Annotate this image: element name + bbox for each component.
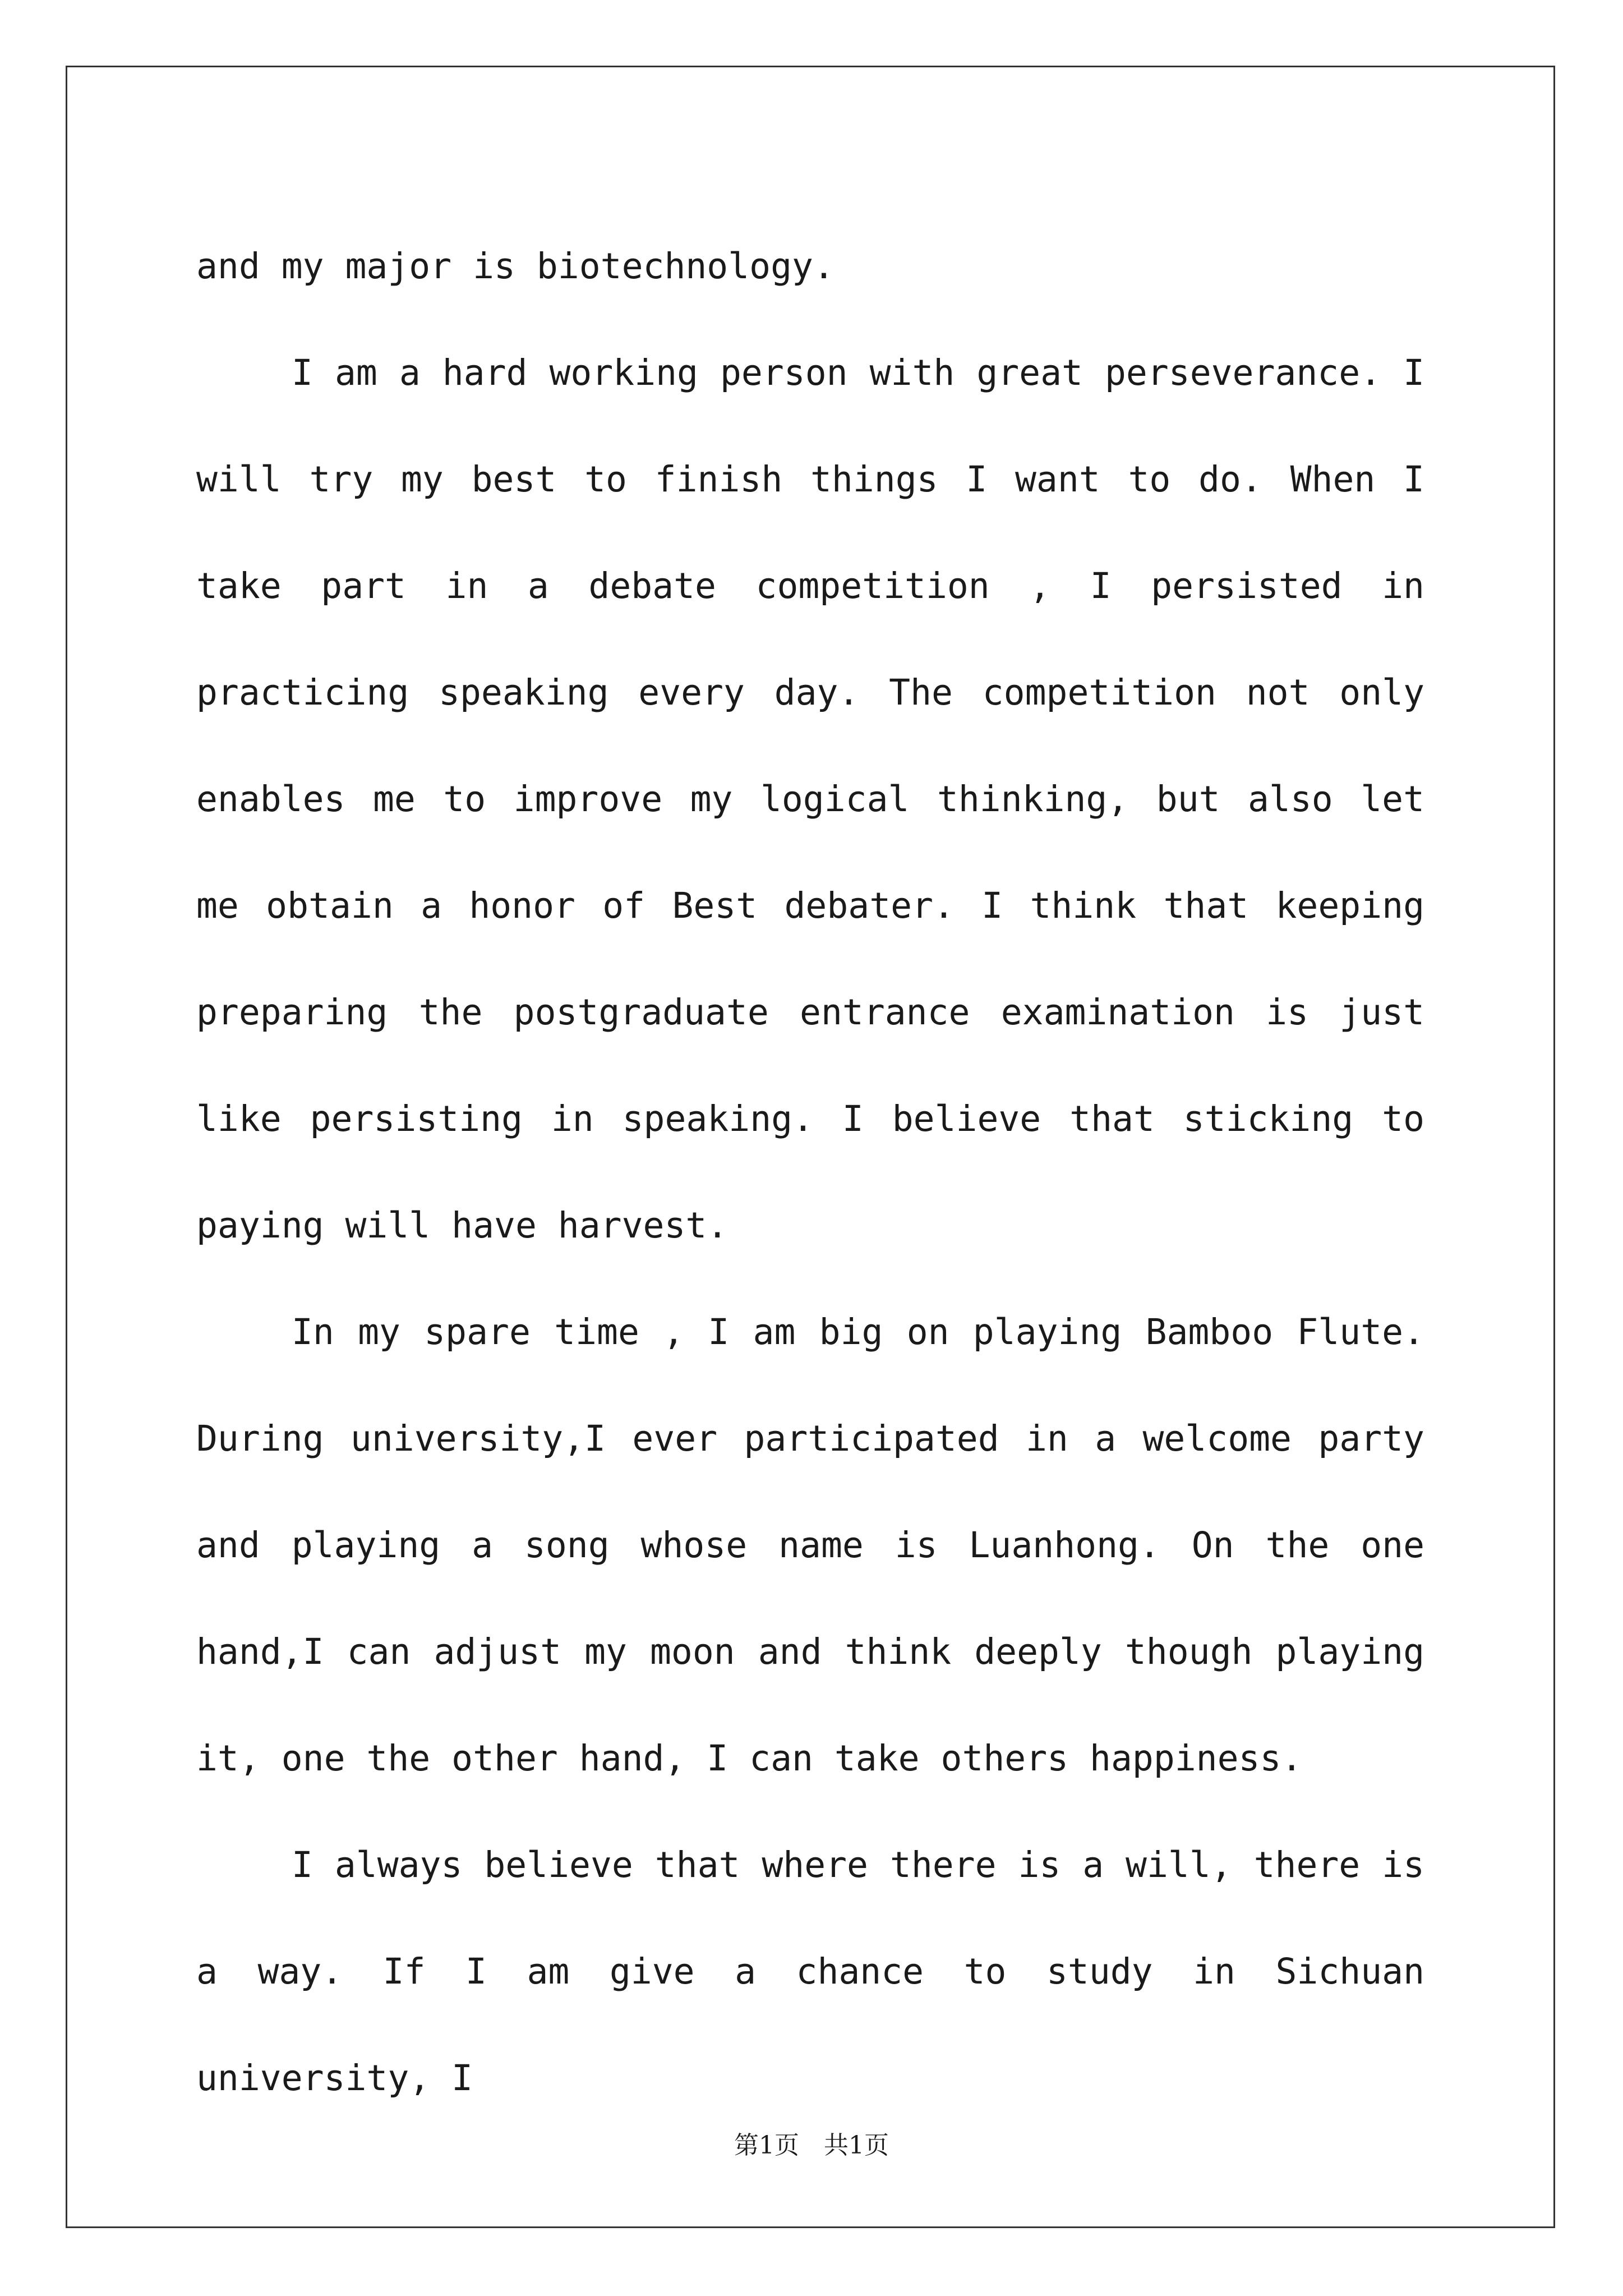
paragraph-hobby: In my spare time , I am big on playing Bamboo Flute. During university,I ever participated in a welcome party and playing a song whose name is Luanhong. On the one hand,I can adjust my moon and think deeply though playing it, one the other hand, I can take others happiness. — [196, 1312, 1424, 1779]
paragraph-major: and my major is biotechnology. — [196, 246, 834, 287]
paragraph-belief: I always believe that where there is a will, there is a way. If I am give a chance to study in Sichuan university, I — [196, 1844, 1424, 2099]
document-body — [196, 213, 1424, 2132]
page-number-footer: 第1页 共1页 — [734, 2131, 889, 2160]
paragraph-perseverance: I am a hard working person with great perseverance. I will try my best to finish things I want to do. When I take part in a debate competition , I persisted in practicing speaking every day. The competition not only enables me to improve my logical thinking, but also let me obtain a honor of Best debater. I think that keeping preparing the postgraduate entrance examination is just like persisting in speaking. I believe that sticking to paying will have harvest. — [196, 352, 1424, 1246]
